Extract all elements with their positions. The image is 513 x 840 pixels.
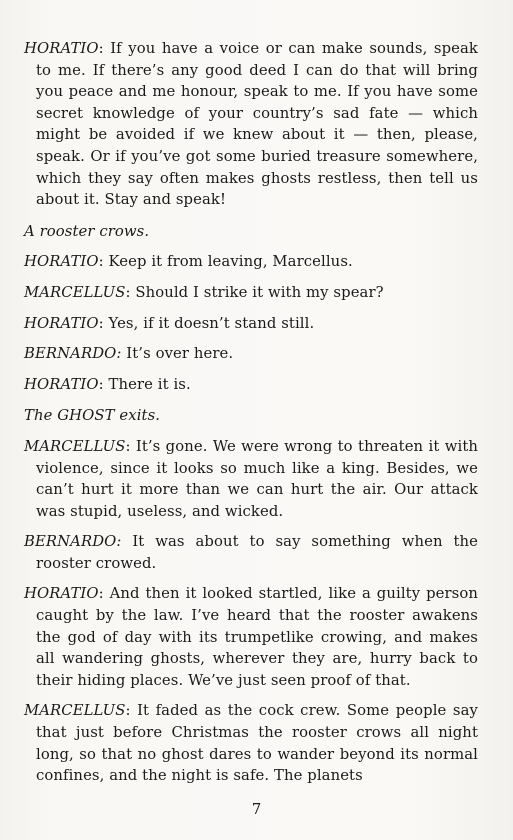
speaker-name: MARCELLUS — [24, 702, 126, 720]
speech-text: It was about to say something when the rooster crowed. — [36, 533, 478, 572]
stage-direction: The GHOST exits. — [24, 407, 161, 425]
speech-marcellus-2 — [24, 436, 478, 522]
speech-horatio-2 — [24, 251, 478, 273]
speech-text: It’s over here. — [121, 345, 234, 363]
speech-text: : There it is. — [98, 375, 191, 393]
speech-bernardo-1 — [24, 343, 478, 365]
speaker-name: MARCELLUS — [24, 283, 126, 301]
speech-text: : If you have a voice or can make sounds, speak to me. If there’s any good deed I can do that will bring you peace and me honour, speak to me. If you have some secret knowledge of your country’s sad fate — which might be avoided if we knew about it — then, please, speak. Or if you’ve got some buried treasure somewhere, which they say often makes ghosts restless, then tell us about it. Stay and speak! — [36, 40, 478, 209]
speaker-name: MARCELLUS — [24, 437, 126, 455]
speech-text: : Keep it from leaving, Marcellus. — [98, 253, 353, 271]
speech-text: : It faded as the cock crew. Some people say that just before Christmas the rooster crows all night long, so that no ghost dares to wander beyond its normal confines, and the night is safe. The planets — [36, 702, 478, 785]
speech-text: : Yes, if it doesn’t stand still. — [98, 314, 315, 332]
speech-text: : Should I strike it with my spear? — [125, 283, 384, 301]
speech-horatio-3 — [24, 313, 478, 335]
speaker-name: HORATIO — [24, 375, 99, 393]
speaker-name: HORATIO — [24, 253, 99, 271]
speaker-name: BERNARDO: — [24, 345, 122, 363]
speech-horatio-4 — [24, 374, 478, 396]
speech-marcellus-1 — [24, 282, 478, 304]
speech-text: : And then it looked startled, like a guilty person caught by the law. I’ve heard that the rooster awakens the god of day with its trumpetlike crowing, and makes all wandering ghosts, wherever they are, hurry back to their hiding places. We’ve just seen proof of that. — [36, 585, 478, 689]
speaker-name: HORATIO — [24, 40, 99, 57]
speech-bernardo-2 — [24, 531, 478, 574]
speech-horatio-5 — [24, 583, 478, 691]
play-text — [24, 38, 478, 787]
speaker-name: HORATIO — [24, 314, 99, 332]
stage-direction: A rooster crows. — [24, 222, 150, 240]
speech-text: : It’s gone. We were wrong to threaten it with violence, since it looks so much like a king. Besides, we can’t hurt it more than we can hurt the air. Our attack was stupid, useless, and wicked. — [36, 437, 478, 520]
speech-marcellus-3 — [24, 700, 478, 786]
speech-horatio-1 — [24, 38, 478, 211]
speaker-name: BERNARDO: — [24, 533, 122, 551]
page-number: 7 — [251, 800, 262, 818]
speaker-name: HORATIO — [24, 585, 99, 603]
